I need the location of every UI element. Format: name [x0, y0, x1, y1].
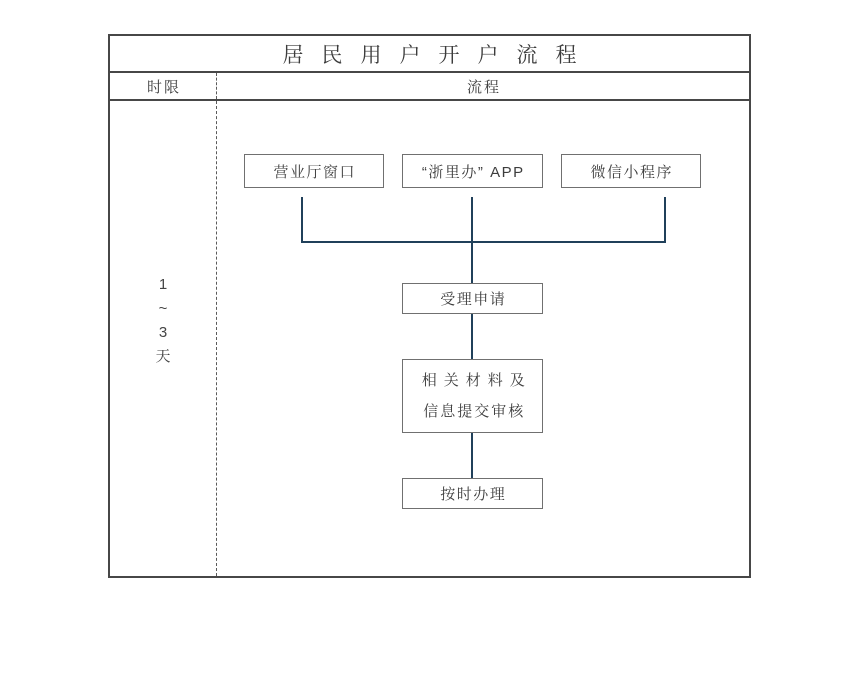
flowchart-frame	[108, 34, 751, 578]
time-limit-char: 天	[155, 348, 171, 365]
step-box-accept-application: 受理申请	[402, 283, 543, 314]
step-box-timely-processing: 按时办理	[402, 478, 543, 509]
connector-line-step-1-2	[471, 314, 473, 360]
process-column-header: 流程	[466, 78, 501, 96]
source-box-wechat-miniprogram: 微信小程序	[561, 154, 701, 188]
connector-line-join	[301, 241, 666, 243]
body-row	[110, 101, 749, 576]
time-limit-cell	[110, 101, 217, 576]
page-title: 居民用户开户流程	[282, 43, 595, 67]
source-box-zheliban-app: “浙里办” APP	[402, 154, 543, 188]
time-limit-char: ~	[158, 300, 168, 317]
step-box-materials-review	[402, 359, 543, 433]
title-row	[110, 36, 749, 73]
time-limit-char: 3	[158, 324, 168, 341]
time-column-header: 时限	[110, 73, 217, 99]
connector-line-source-3	[664, 197, 666, 243]
step-box-materials-review-line1: 相关材料及	[421, 372, 532, 389]
connector-line-step-2-3	[471, 433, 473, 479]
time-limit-label	[110, 273, 216, 369]
header-row	[110, 73, 749, 101]
connector-line-source-1	[301, 197, 303, 243]
source-box-business-hall: 营业厅窗口	[244, 154, 384, 188]
step-box-materials-review-line2: 信息提交审核	[423, 403, 526, 420]
time-limit-char: 1	[158, 276, 168, 293]
process-cell	[217, 101, 749, 576]
